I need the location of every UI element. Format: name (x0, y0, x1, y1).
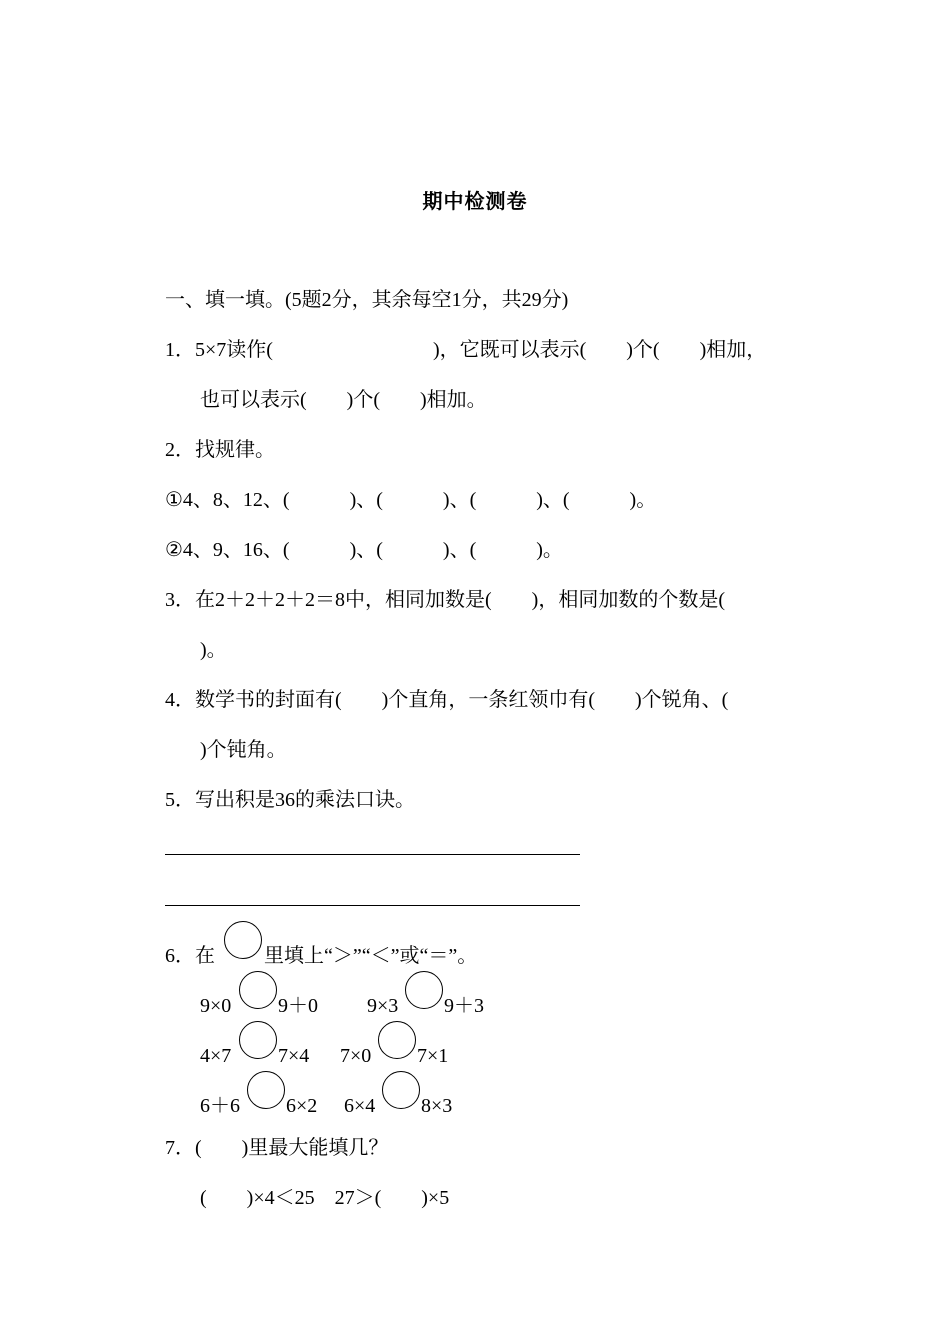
compare-left: 9×0 (200, 995, 232, 1017)
q7-line2: ( )×4＜25 27＞( )×5 (200, 1187, 450, 1209)
compare-right: 6×2 (286, 1095, 318, 1117)
compare-right: 8×3 (421, 1095, 453, 1117)
compare-left: 4×7 (200, 1045, 232, 1067)
sample-circle (224, 921, 262, 959)
compare-circle[interactable] (382, 1071, 420, 1109)
compare-right: 7×1 (417, 1045, 449, 1067)
q2-seq1: ①4、8、12、( )、( )、( )、( )。 (165, 489, 657, 511)
page-title: 期中检测卷 (422, 191, 528, 213)
q4-line1: 4．数学书的封面有( )个直角，一条红领巾有( )个锐角、( (165, 689, 729, 711)
compare-right: 9＋0 (278, 995, 318, 1017)
q6-suffix: 里填上“＞”“＜”或“＝”。 (264, 945, 478, 967)
compare-left: 6＋6 (200, 1095, 240, 1117)
compare-circle[interactable] (239, 971, 277, 1009)
answer-line[interactable] (165, 854, 580, 855)
answer-line[interactable] (165, 905, 580, 906)
compare-circle[interactable] (247, 1071, 285, 1109)
q5-line1: 5．写出积是36的乘法口诀。 (165, 789, 415, 811)
compare-right: 9＋3 (444, 995, 484, 1017)
section-heading: 一、填一填。(5题2分，其余每空1分，共29分) (165, 289, 569, 311)
compare-left: 7×0 (340, 1045, 372, 1067)
q3-line1: 3．在2＋2＋2＋2＝8中，相同加数是( )，相同加数的个数是( (165, 589, 725, 611)
compare-left: 9×3 (367, 995, 399, 1017)
q1-line1: 1．5×7读作( )，它既可以表示( )个( )相加， (165, 339, 767, 361)
q7-line1: 7．( )里最大能填几？ (165, 1137, 389, 1159)
q2-seq2: ②4、9、16、( )、( )、( )。 (165, 539, 563, 561)
compare-left: 6×4 (344, 1095, 376, 1117)
compare-circle[interactable] (239, 1021, 277, 1059)
q3-line2: )。 (200, 639, 227, 661)
q1-line2: 也可以表示( )个( )相加。 (200, 389, 487, 411)
compare-circle[interactable] (378, 1021, 416, 1059)
compare-circle[interactable] (405, 971, 443, 1009)
compare-right: 7×4 (278, 1045, 310, 1067)
q6-prefix: 6．在 (165, 945, 215, 967)
q2-line1: 2．找规律。 (165, 439, 275, 461)
q4-line2: )个钝角。 (200, 739, 287, 761)
